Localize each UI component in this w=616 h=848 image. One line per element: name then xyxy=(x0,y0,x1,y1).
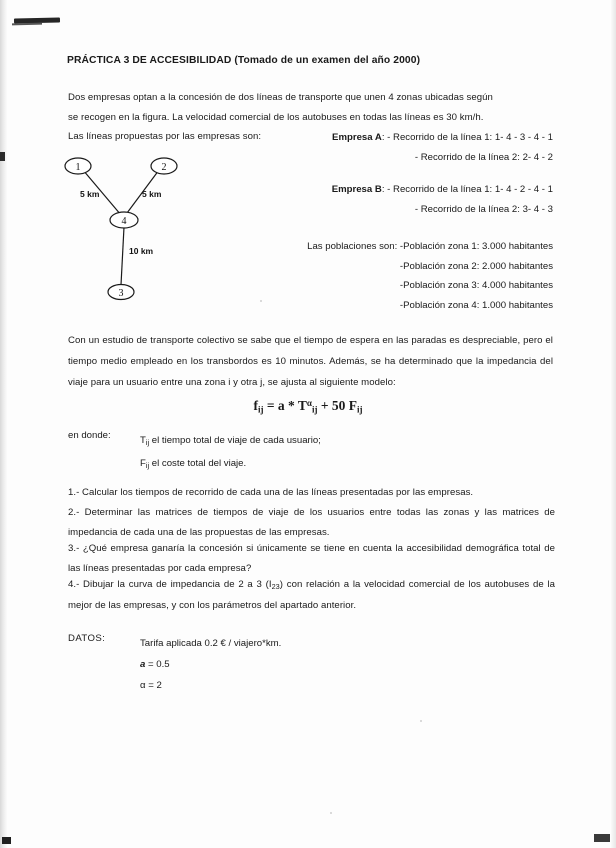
datos-alpha-symbol: α xyxy=(140,680,146,691)
definition-travel-time-symbol: T xyxy=(140,435,146,446)
datos-label: DATOS: xyxy=(68,633,106,644)
company-a-line-2: - Recorrido de la línea 2: 2- 4 - 2 xyxy=(414,151,553,163)
node-2-label: 2 xyxy=(161,162,167,173)
datos-a-value: = 0.5 xyxy=(145,659,170,670)
datos-a xyxy=(140,654,281,675)
company-a-routes xyxy=(258,128,553,167)
population-zone-2: -Población zona 2: 2.000 habitantes xyxy=(399,260,553,272)
datos-alpha xyxy=(140,675,281,696)
formula-tail-subscript: ij xyxy=(357,404,363,415)
node-1-label: 1 xyxy=(75,162,81,173)
datos-values xyxy=(140,633,281,696)
question-4-after: ) con relación a la velocidad comercial de los autobuses de la mejor de las empresas, y con los parámetros del apartado anterior. xyxy=(68,579,555,612)
definition-cost-symbol: F xyxy=(140,457,146,469)
datos-alpha-value: = 2 xyxy=(145,680,162,691)
page-title: PRÁCTICA 3 DE ACCESIBILIDAD (Tomado de un examen del año 2000) xyxy=(67,55,421,66)
impedance-formula xyxy=(0,398,616,414)
definition-cost-text: el coste total del viaje. xyxy=(149,457,247,469)
question-1: 1.- Calcular los tiempos de recorrido de cada una de las líneas presentadas por las empresas. xyxy=(68,487,474,498)
question-4-subscript: 23 xyxy=(271,581,280,591)
population-zone-3: -Población zona 3: 4.000 habitantes xyxy=(399,280,553,291)
population-zone-4: -Población zona 4: 1.000 habitantes xyxy=(399,299,553,311)
question-2: 2.- Determinar las matrices de tiempos de viaje de los usuarios entre todas las zonas y las matrices de impedancia de cada una de las propuestas de las empresas. xyxy=(68,507,555,538)
definition-travel-time xyxy=(140,430,321,453)
datos-tarifa: Tarifa aplicada 0.2 € / viajero*km. xyxy=(140,638,282,649)
intro-line-2: se recogen en la figura. La velocidad comercial de los autobuses en todas las líneas es 30 km/h. xyxy=(68,111,484,123)
population-list xyxy=(230,237,553,315)
question-4-before: 4.- Dibujar la curva de impedancia de 2 a 3 (I xyxy=(68,579,272,590)
edge-label-4-3: 10 km xyxy=(129,246,154,256)
formula-f: f xyxy=(253,398,258,414)
formula-t-subscript: ij xyxy=(311,404,318,415)
where-label: en donde: xyxy=(68,430,111,441)
formula-equals: = a * T xyxy=(266,398,307,414)
node-4-label: 4 xyxy=(121,216,127,227)
edge-label-1-4: 5 km xyxy=(80,189,100,199)
company-b-line-1 xyxy=(258,180,553,200)
company-b-routes xyxy=(258,180,553,219)
formula-t-exponent: α xyxy=(306,398,312,408)
node-3-label: 3 xyxy=(118,288,124,299)
formula-tail: + 50 F xyxy=(320,398,358,414)
definition-cost xyxy=(140,453,321,476)
population-zone-1: Las poblaciones son: -Población zona 1: 3.000 habitantes xyxy=(307,241,553,252)
question-4 xyxy=(68,575,555,616)
intro-line-3: Las líneas propuestas por las empresas son: xyxy=(68,131,262,142)
study-paragraph: Con un estudio de transporte colectivo se sabe que el tiempo de espera en las paradas es despreciable, pero el tiempo medio empleado en los transbordos es 10 minutos. Además, se ha determinado que la impedancia del viaje para un usuario entre una zona i y otra j, se ajusta al siguiente modelo: xyxy=(68,335,553,388)
datos-a-symbol: a xyxy=(140,659,146,670)
company-a-line-1 xyxy=(258,128,553,148)
network-diagram xyxy=(55,150,235,310)
definition-travel-time-subscript: ij xyxy=(145,437,150,447)
question-3: 3.- ¿Qué empresa ganaría la concesión si únicamente se tiene en cuenta la accesibilidad demográfica total de las líneas presentadas por cada empresa? xyxy=(68,543,555,574)
company-b-name: Empresa B xyxy=(331,184,382,195)
company-b-line-2: - Recorrido de la línea 2: 3- 4 - 3 xyxy=(414,203,553,215)
formula-f-subscript: ij xyxy=(257,404,264,415)
definition-travel-time-text: el tiempo total de viaje de cada usuario; xyxy=(149,435,321,446)
edge-label-2-4: 5 km xyxy=(142,189,162,199)
intro-line-1: Dos empresas optan a la concesión de dos líneas de transporte que unen 4 zonas ubicadas según xyxy=(68,92,493,103)
edge-4-3-line xyxy=(121,227,124,285)
company-a-name: Empresa A xyxy=(332,132,382,143)
definition-cost-subscript: ij xyxy=(145,460,150,470)
company-a-line-1-text: : - Recorrido de la línea 1: 1- 4 - 3 - 4 - 1 xyxy=(381,132,553,143)
where-definitions xyxy=(140,430,321,476)
company-b-line-1-text: : - Recorrido de la línea 1: 1- 4 - 2 - 4 - 1 xyxy=(381,184,553,195)
